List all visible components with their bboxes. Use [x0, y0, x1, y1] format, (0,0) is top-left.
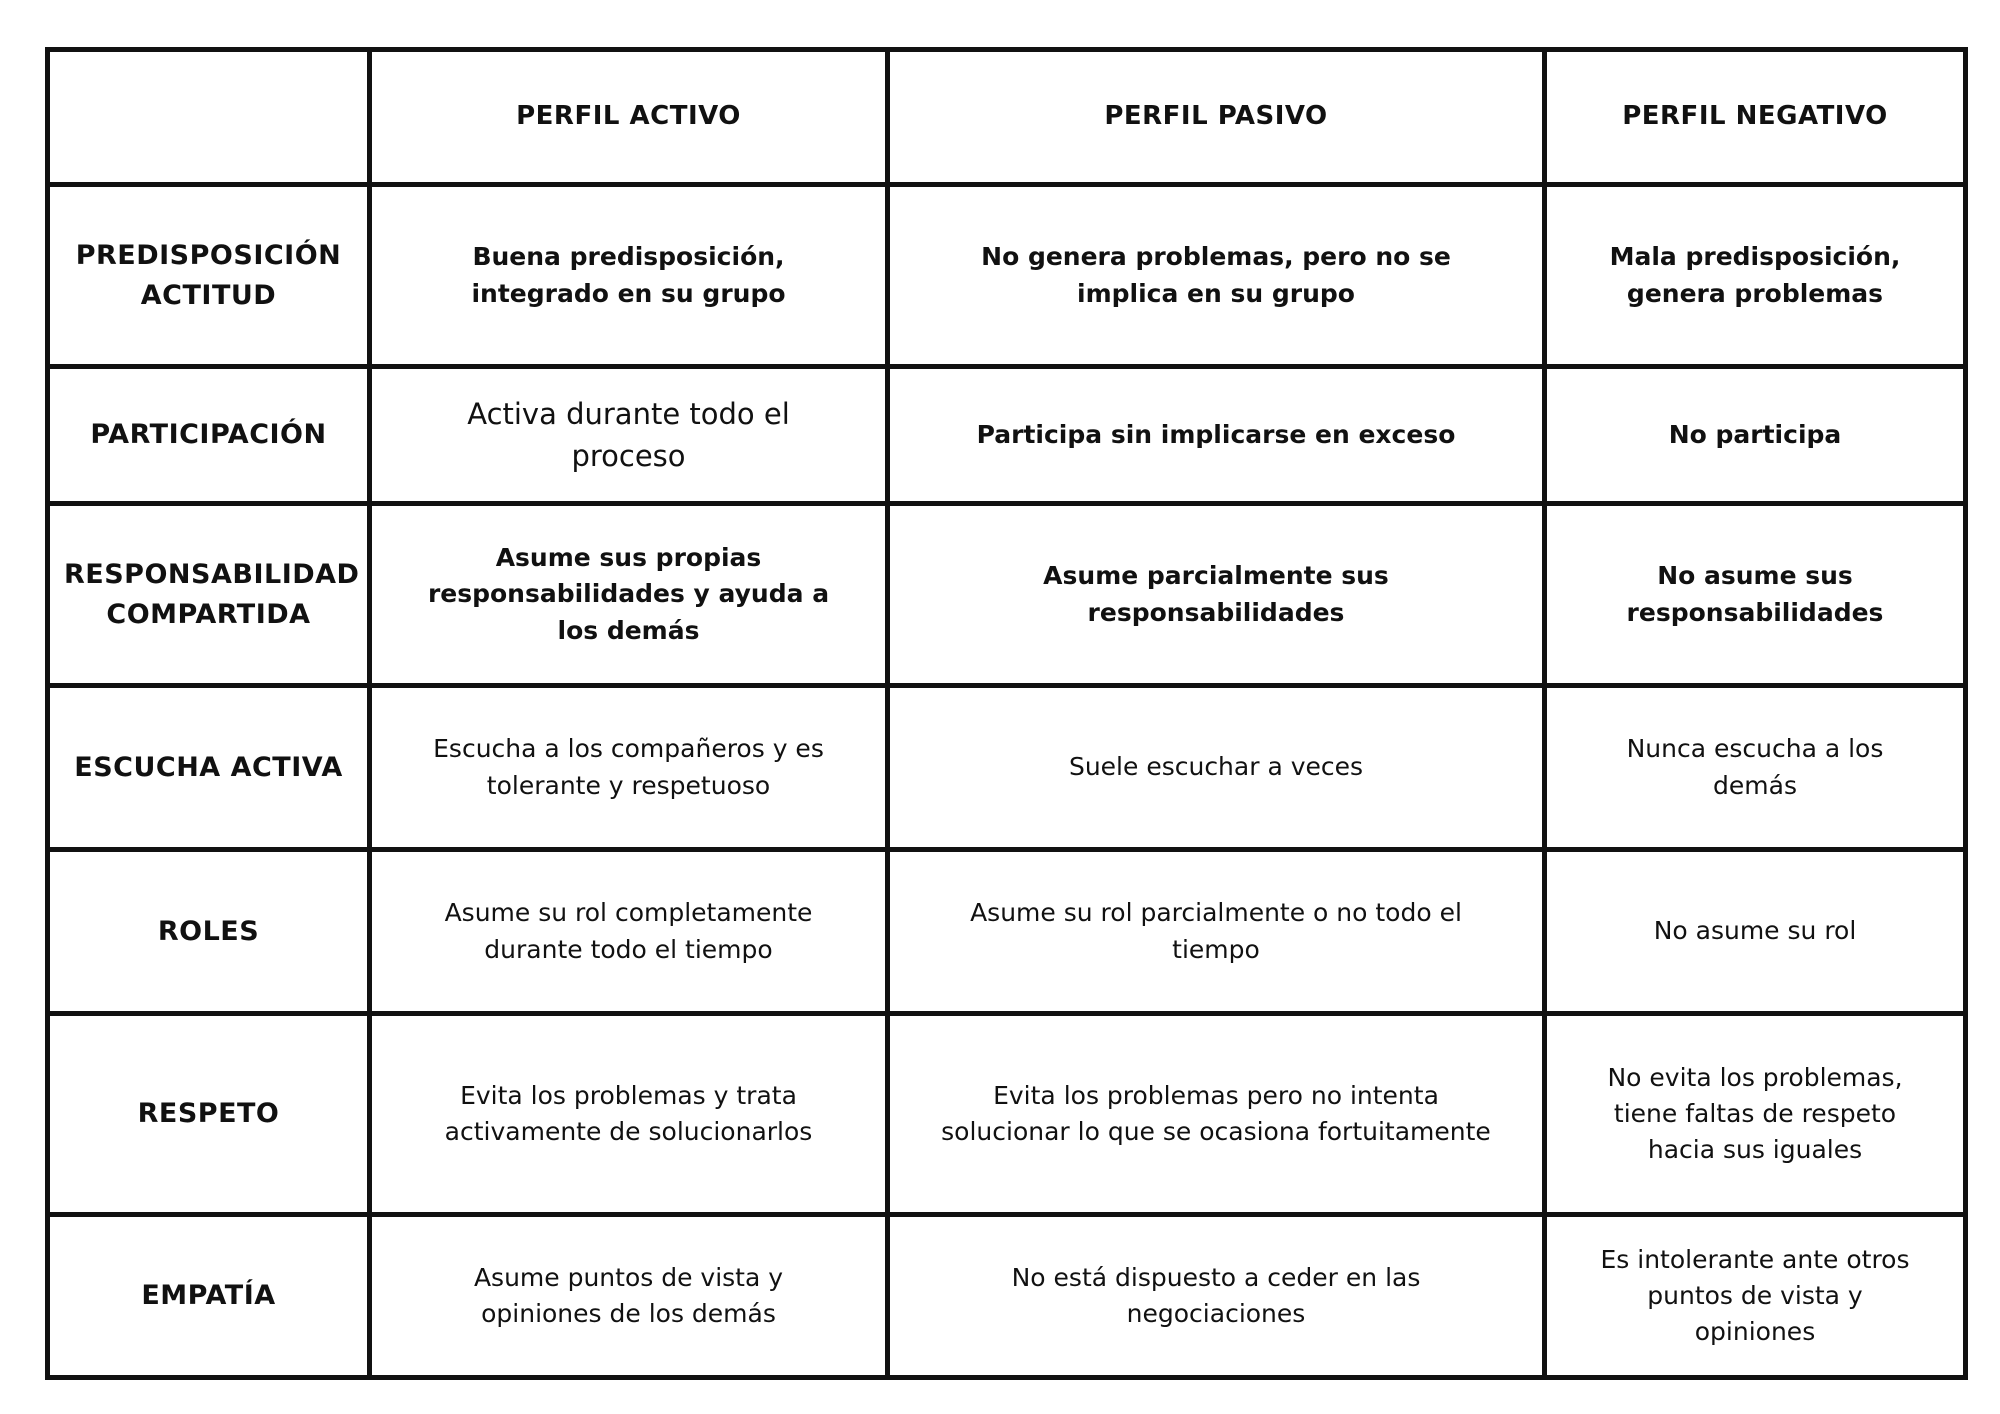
row-header-respeto [48, 1014, 370, 1215]
cell-negativo: No participa [1545, 367, 1966, 504]
table-row-predisposicion [48, 185, 1966, 367]
row-header-line: RESPONSABILIDAD [64, 559, 360, 591]
table-row-participacion [48, 367, 1966, 504]
cell-negativo: No evita los problemas, tiene faltas de respeto hacia sus iguales [1545, 1014, 1966, 1215]
header-row [48, 50, 1966, 185]
corner-cell [48, 50, 370, 185]
cell-negativo: Mala predisposición, genera problemas [1545, 185, 1966, 367]
cell-activo: Escucha a los compañeros y es tolerante y respetuoso [370, 686, 888, 850]
cell-activo: Asume sus propias responsabilidades y ayuda a los demás [370, 504, 888, 686]
row-header-line: ROLES [157, 915, 260, 947]
cell-negativo: Es intolerante ante otros puntos de vista y opiniones [1545, 1215, 1966, 1378]
row-header-predisposicion [48, 185, 370, 367]
cell-activo: Asume puntos de vista y opiniones de los demás [370, 1215, 888, 1378]
row-header-line: ACTITUD [140, 279, 277, 311]
column-header-perfil-activo: PERFIL ACTIVO [370, 50, 888, 185]
column-header-perfil-pasivo: PERFIL PASIVO [888, 50, 1545, 185]
row-header-line: COMPARTIDA [106, 598, 311, 630]
table-row-responsabilidad [48, 504, 1966, 686]
cell-pasivo: Participa sin implicarse en exceso [888, 367, 1545, 504]
cell-activo: Buena predisposición, integrado en su grupo [370, 185, 888, 367]
row-header-line: EMPATÍA [141, 1280, 276, 1312]
row-header-line: RESPETO [137, 1098, 280, 1130]
row-header-line: PREDISPOSICIÓN [75, 240, 342, 272]
cell-pasivo: No está dispuesto a ceder en las negociaciones [888, 1215, 1545, 1378]
row-header-roles [48, 850, 370, 1014]
table-row-escucha-activa [48, 686, 1966, 850]
cell-activo: Activa durante todo el proceso [370, 367, 888, 504]
cell-negativo: Nunca escucha a los demás [1545, 686, 1966, 850]
row-header-escucha-activa [48, 686, 370, 850]
row-header-empatia [48, 1215, 370, 1378]
row-header-responsabilidad [48, 504, 370, 686]
cell-negativo: No asume sus responsabilidades [1545, 504, 1966, 686]
row-header-line: PARTICIPACIÓN [90, 419, 327, 451]
row-header-participacion [48, 367, 370, 504]
evaluation-rubric-table [45, 47, 1968, 1380]
column-header-perfil-negativo: PERFIL NEGATIVO [1545, 50, 1966, 185]
cell-pasivo: No genera problemas, pero no se implica en su grupo [888, 185, 1545, 367]
row-header-line: ESCUCHA ACTIVA [74, 751, 343, 783]
cell-pasivo: Asume parcialmente sus responsabilidades [888, 504, 1545, 686]
cell-activo: Asume su rol completamente durante todo el tiempo [370, 850, 888, 1014]
cell-activo: Evita los problemas y trata activamente de solucionarlos [370, 1014, 888, 1215]
table-row-respeto [48, 1014, 1966, 1215]
cell-pasivo: Suele escuchar a veces [888, 686, 1545, 850]
cell-pasivo: Evita los problemas pero no intenta solucionar lo que se ocasiona fortuitamente [888, 1014, 1545, 1215]
table-row-roles [48, 850, 1966, 1014]
cell-negativo: No asume su rol [1545, 850, 1966, 1014]
cell-pasivo: Asume su rol parcialmente o no todo el tiempo [888, 850, 1545, 1014]
table-row-empatia [48, 1215, 1966, 1378]
